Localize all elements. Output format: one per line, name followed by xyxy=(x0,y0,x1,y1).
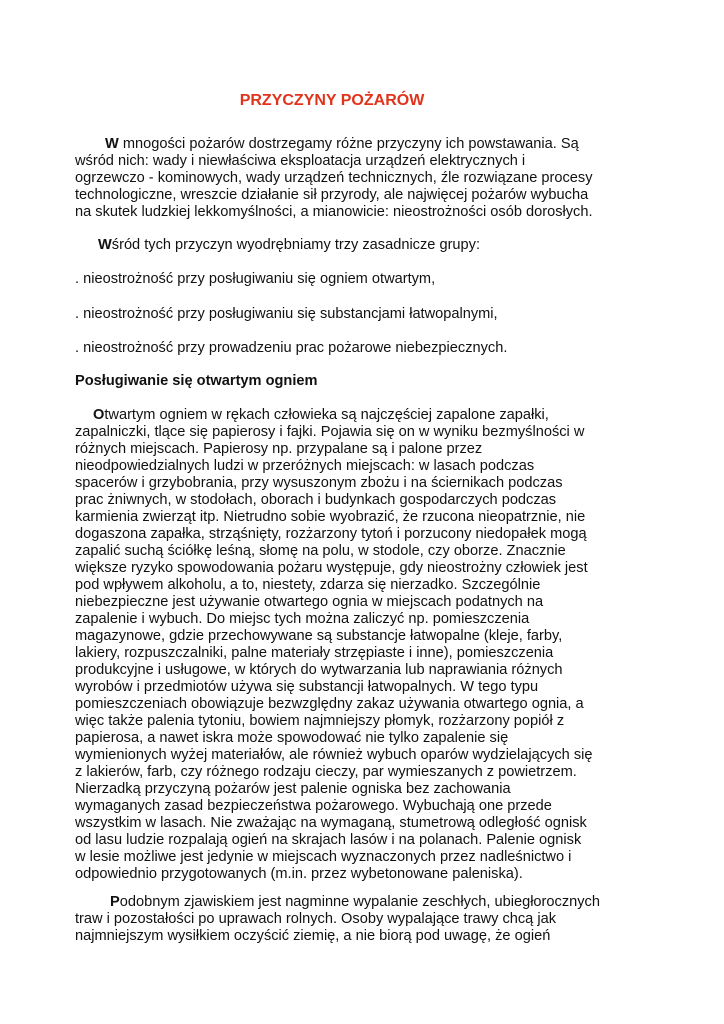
intro-lead-letter: W xyxy=(105,136,119,152)
last-lead-letter: P xyxy=(110,894,120,910)
group-item-3: . nieostrożność przy prowadzeniu prac pożarowe niebezpiecznych. xyxy=(75,340,508,356)
group-item-1: . nieostrożność przy posługiwaniu się ogniem otwartym, xyxy=(75,271,436,287)
section-heading: Posługiwanie się otwartym ogniem xyxy=(75,373,318,389)
intro-paragraph: W mnogości pożarów dostrzegamy różne przyczyny ich powstawania. Są wśród nich: wady i niewłaściwa eksploatacja urządzeń elektrycznych i ogrzewczo - kominowych, wady urządzeń technicznych, źle rozwiązane procesy technologiczne, wreszcie działanie sił przyrody, ale najwięcej pożarów wybucha na skutek ludzkiej lekkomyślności, a mianowicie: nieostrożności osób dorosłych. xyxy=(75,136,593,220)
group-item-2: . nieostrożność przy posługiwaniu się substancjami łatwopalnymi, xyxy=(75,306,498,322)
document-title: PRZYCZYNY POŻARÓW xyxy=(239,92,425,109)
last-paragraph: Podobnym zjawiskiem jest nagminne wypalanie zeschłych, ubiegłorocznych traw i pozostałości po uprawach rolnych. Osoby wypalające trawy chcą jak najmniejszym wysiłkiem oczyścić ziemię, a nie biorą pod uwagę, że ogień xyxy=(75,894,600,944)
groups-intro: Wśród tych przyczyn wyodrębniamy trzy zasadnicze grupy: xyxy=(98,237,481,253)
groups-lead-letter: W xyxy=(98,237,112,253)
section-lead-letter: O xyxy=(93,407,105,423)
section-body-paragraph: Otwartym ogniem w rękach człowieka są najczęściej zapalone zapałki, zapalniczki, tlące się papierosy i fajki. Pojawia się on w wyniku bezmyślności w różnych miejscach. Papierosy np. przypalane są i palone przez nieodpowiedzialnych ludzi w przeróżnych miejscach: w lasach podczas spacerów i grzybobrania, przy wysuszonym zbożu i na ściernikach podczas prac żniwnych, w stodołach, oborach i budynkach gospodarczych podczas karmienia zwierząt itp. Nietrudno sobie wyobrazić, że rzucona nieopatrznie, nie dogaszona zapałka, strząśnięty, rozżarzony tytoń i porzucony niedopałek mogą zapalić suchą ściółkę leśną, słomę na polu, w stodole, czy oborze. Znacznie większe ryzyko spowodowania pożaru występuje, gdy nieostrożny człowiek jest pod wpływem alkoholu, a to, niestety, zdarza się nierzadko. Szczególnie niebezpieczne jest używanie otwartego ognia w miejscach podatnych na zapalenie i wybuch. Do miejsc tych można zaliczyć np. pomieszczenia magazynowe, gdzie przechowywane są substancje łatwopalne (kleje, farby, lakiery, rozpuszczalniki, palne materiały strzępiaste i inne), pomieszczenia produkcyjne i usługowe, w których do wytwarzania lub naprawiania różnych wyrobów i przedmiotów używa się substancji łatwopalnych. W tego typu pomieszczeniach obowiązuje bezwzględny zakaz używania otwartego ognia, a więc także palenia tytoniu, bowiem najmniejszy płomyk, rozżarzony popiół z papierosa, a nawet iskra może spowodować nie tylko zapalenie się wymienionych wyżej materiałów, ale również wybuch oparów wydzielających się z lakierów, farb, czy różnego rodzaju cieczy, par wymieszanych z powietrzem. Nierzadką przyczyną pożarów jest palenie ogniska bez zachowania wymaganych zasad bezpieczeństwa pożarowego. Wybuchają one przede wszystkim w lasach. Nie zważając na wymaganą, stumetrową odległość ognisk od lasu ludzie rozpalają ogień na skrajach lasów i na polanach. Palenie ognisk w lesie możliwe jest jedynie w miejscach wyznaczonych przez nadleśnictwo i odpowiednio przygotowanych (m.in. przez wybetonowane paleniska). xyxy=(75,407,593,882)
